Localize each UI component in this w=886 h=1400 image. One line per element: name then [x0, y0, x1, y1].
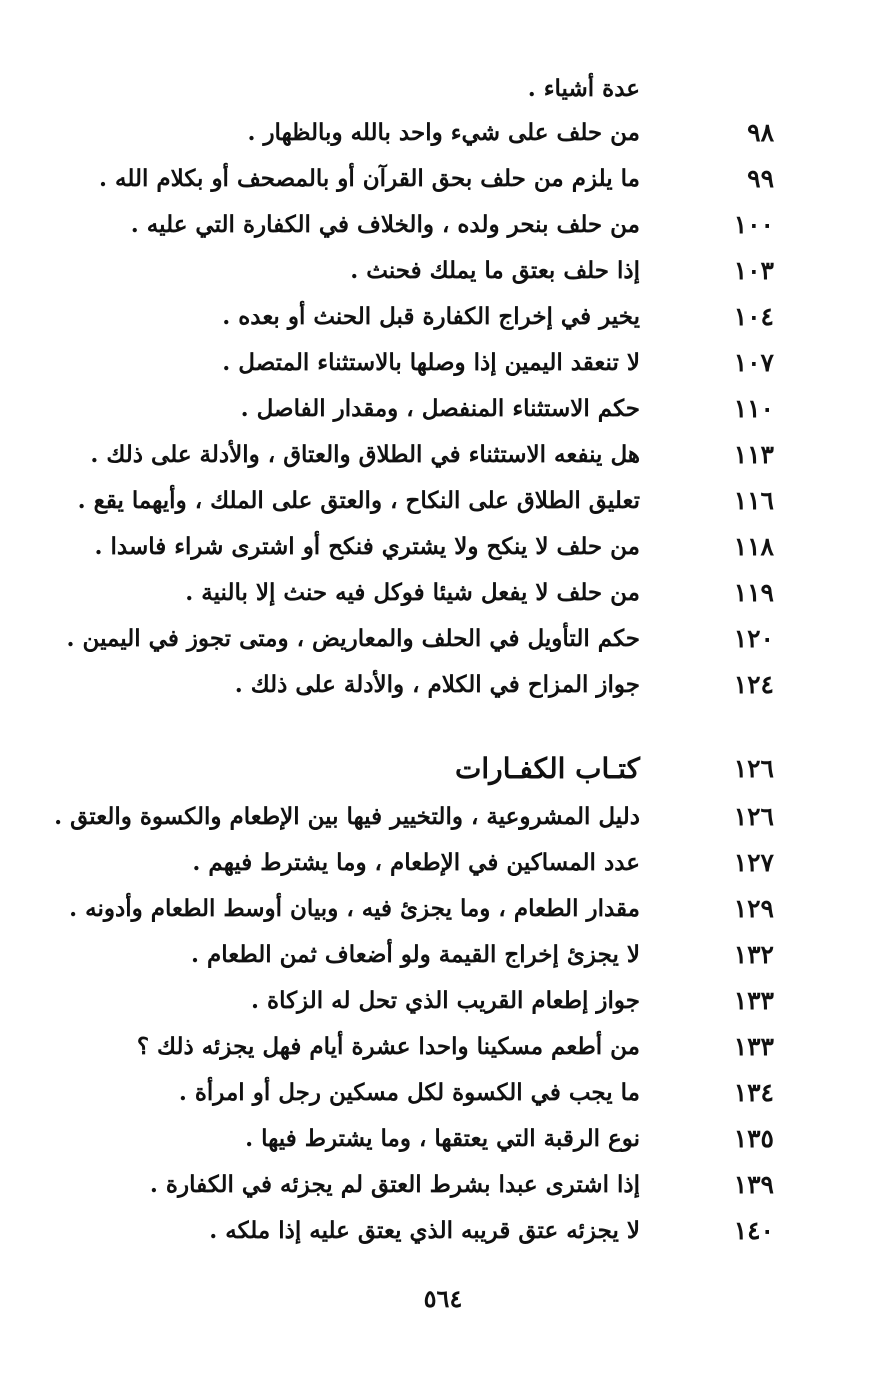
- entry-title: من حلف لا يفعل شيئا فوكل فيه حنث إلا بالنية .: [185, 579, 640, 606]
- index-entry: [0, 524, 886, 570]
- index-entry: [0, 840, 886, 886]
- index-entry: [0, 570, 886, 616]
- index-entry: [0, 386, 886, 432]
- index-entry: [0, 202, 886, 248]
- entry-page-number: ١٢٠: [733, 624, 774, 653]
- index-entry: [0, 340, 886, 386]
- entry-title: ما يلزم من حلف بحق القرآن أو بالمصحف أو بكلام الله .: [99, 165, 640, 192]
- entry-title: حكم التأويل في الحلف والمعاريض ، ومتى تجوز في اليمين .: [66, 625, 640, 652]
- entry-title: من حلف بنحر ولده ، والخلاف في الكفارة التي عليه .: [130, 211, 640, 238]
- entry-title: من حلف على شيء واحد بالله وبالظهار .: [247, 119, 640, 146]
- entry-title: جواز إطعام القريب الذي تحل له الزكاة .: [251, 987, 640, 1014]
- entry-title: جواز المزاح في الكلام ، والأدلة على ذلك .: [234, 671, 640, 698]
- index-entry: [0, 616, 886, 662]
- index-entry: [0, 932, 886, 978]
- entry-page-number: ٩٩: [747, 164, 774, 193]
- entry-title: إذا حلف بعتق ما يملك فحنث .: [350, 257, 640, 284]
- entry-page-number: ١٢٧: [733, 848, 774, 877]
- entry-page-number: ١٣٥: [733, 1124, 774, 1153]
- entry-page-number: ١١٨: [733, 532, 774, 561]
- entry-title: ما يجب في الكسوة لكل مسكين رجل أو امرأة .: [178, 1079, 640, 1106]
- entry-title: حكم الاستثناء المنفصل ، ومقدار الفاصل .: [240, 395, 640, 422]
- index-entry: [0, 794, 886, 840]
- entry-page-number: ١٣٤: [733, 1078, 774, 1107]
- entry-title: من أطعم مسكينا واحدا عشرة أيام فهل يجزئه ذلك ؟: [136, 1033, 640, 1060]
- entry-page-number: ١٠٠: [733, 210, 774, 239]
- entry-title: من حلف لا ينكح ولا يشتري فنكح أو اشترى شراء فاسدا .: [94, 533, 640, 560]
- entry-page-number: ١١٣: [733, 440, 774, 469]
- index-entry: [0, 978, 886, 1024]
- heading-page-number: ١٢٦: [733, 754, 774, 783]
- entry-title: مقدار الطعام ، وما يجزئ فيه ، وبيان أوسط الطعام وأدونه .: [69, 895, 640, 922]
- entry-title: نوع الرقبة التي يعتقها ، وما يشترط فيها .: [245, 1125, 640, 1152]
- index-entry: [0, 248, 886, 294]
- entry-page-number: ١٢٩: [733, 894, 774, 923]
- entry-page-number: ٩٨: [747, 118, 774, 147]
- index-entry: [0, 886, 886, 932]
- index-entry: [0, 110, 886, 156]
- entry-page-number: ١٤٠: [733, 1216, 774, 1245]
- entry-page-number: ١٠٧: [733, 348, 774, 377]
- entry-title: عدد المساكين في الإطعام ، وما يشترط فيهم .: [192, 849, 640, 876]
- entry-page-number: ١٠٤: [733, 302, 774, 331]
- entry-page-number: ١٣٩: [733, 1170, 774, 1199]
- entry-title: لا يجزئ إخراج القيمة ولو أضعاف ثمن الطعام .: [191, 941, 640, 968]
- entry-title: يخير في إخراج الكفارة قبل الحنث أو بعده .: [222, 303, 640, 330]
- entry-page-number: ١٣٣: [733, 1032, 774, 1061]
- entry-page-number: ١٢٦: [733, 802, 774, 831]
- entry-title: لا يجزئه عتق قريبه الذي يعتق عليه إذا ملكه .: [209, 1217, 640, 1244]
- entry-page-number: ١١٩: [733, 578, 774, 607]
- index-entry: [0, 1024, 886, 1070]
- index-entry: [0, 432, 886, 478]
- heading-title: كتـاب الكفـارات: [455, 752, 640, 785]
- index-entry: [0, 478, 886, 524]
- entry-title: دليل المشروعية ، والتخيير فيها بين الإطعام والكسوة والعتق .: [54, 803, 640, 830]
- entry-title: تعليق الطلاق على النكاح ، والعتق على الملك ، وأيهما يقع .: [77, 487, 640, 514]
- continuation-text: عدة أشياء .: [527, 75, 640, 102]
- index-entry: [0, 156, 886, 202]
- entry-page-number: ١٢٤: [733, 670, 774, 699]
- entry-page-number: ١١٠: [733, 394, 774, 423]
- entry-title: لا تنعقد اليمين إذا وصلها بالاستثناء المتصل .: [222, 349, 640, 376]
- entry-title: إذا اشترى عبدا بشرط العتق لم يجزئه في الكفارة .: [149, 1171, 640, 1198]
- page-number: ٥٦٤: [423, 1284, 463, 1313]
- entry-page-number: ١١٦: [733, 486, 774, 515]
- entry-page-number: ١٠٣: [733, 256, 774, 285]
- index-entry: [0, 1116, 886, 1162]
- entry-page-number: ١٣٢: [733, 940, 774, 969]
- index-entry: [0, 1208, 886, 1254]
- entry-title: هل ينفعه الاستثناء في الطلاق والعتاق ، والأدلة على ذلك .: [90, 441, 640, 468]
- index-entry: [0, 662, 886, 708]
- index-entry: [0, 1162, 886, 1208]
- continuation-line: [0, 66, 886, 112]
- entry-page-number: ١٣٣: [733, 986, 774, 1015]
- index-entry: [0, 1070, 886, 1116]
- index-entry: [0, 294, 886, 340]
- section-heading: [0, 746, 886, 792]
